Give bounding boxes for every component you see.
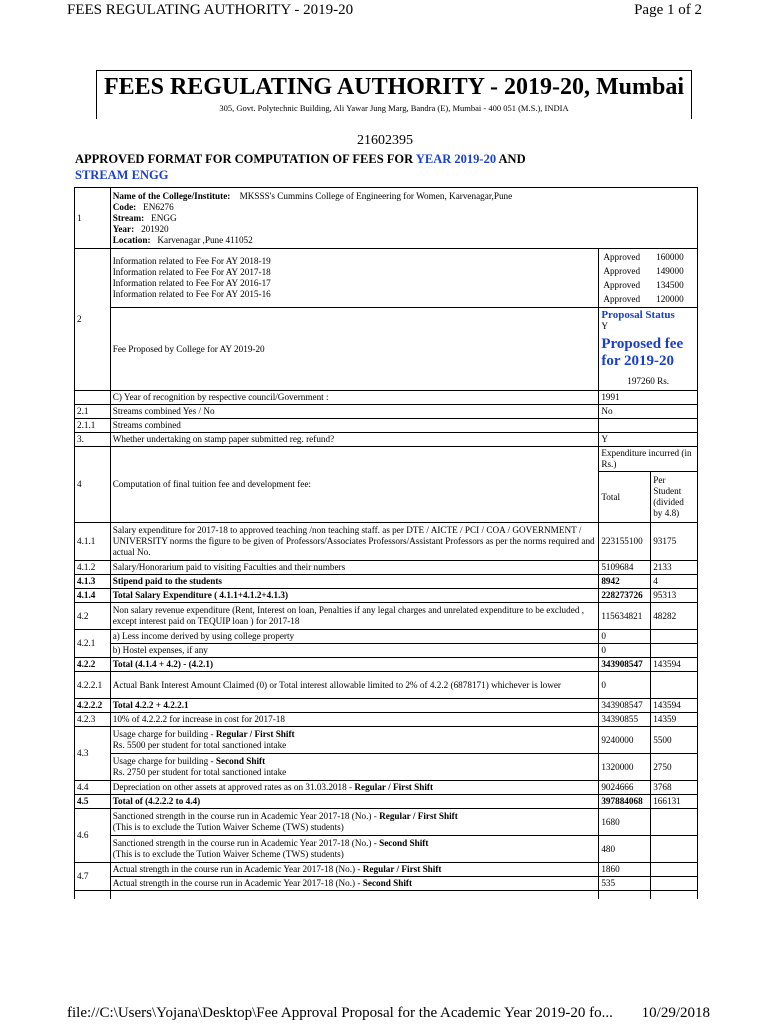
sanctioned-first — [110, 809, 599, 836]
table-row — [75, 809, 698, 836]
row-per-student: 2750 — [651, 754, 698, 781]
recognition-value: 1991 — [599, 391, 698, 405]
row-number: 4.2.2.1 — [75, 672, 111, 699]
row-total: 1320000 — [599, 754, 651, 781]
table-row — [75, 672, 698, 699]
table-row — [75, 405, 698, 419]
sanctioned-second-shift: Second Shift — [379, 838, 429, 848]
fee-history-label: Information related to Fee For AY 2016-17 — [112, 278, 271, 288]
heading-prefix: APPROVED FORMAT FOR COMPUTATION OF FEES FOR — [75, 152, 416, 166]
row-total: 343908547 — [599, 699, 651, 713]
row-number: 4.2.3 — [75, 713, 111, 727]
row-number: 4.7 — [75, 863, 111, 891]
stream-value: ENGG — [151, 212, 177, 223]
proposal-status-label: Proposal Status — [601, 309, 675, 321]
usage-first-rate: Rs. 5500 per student for total sanctioned intake — [112, 740, 287, 750]
row-label: Salary/Honorarium paid to visiting Faculties and their numbers — [110, 561, 599, 575]
expenditure-header: Expenditure incurred (in Rs.) — [599, 447, 698, 472]
file-path: file://C:\Users\Yojana\Desktop\Fee Approval Proposal for the Academic Year 2019-20 fo... — [67, 1005, 613, 1021]
table-row — [75, 630, 698, 644]
row-total: 5109684 — [599, 561, 651, 575]
row-number: 4.5 — [75, 795, 111, 809]
row-label: Non salary revenue expenditure (Rent, Interest on loan, Penalties if any legal charges and unrelated expenditure to be excluded , except interest paid on TEQUIP loan ) for 2017-18 — [110, 603, 599, 630]
recognition-label: C) Year of recognition by respective council/Government : — [110, 391, 599, 405]
row-number: 3. — [75, 433, 111, 447]
table-row — [75, 391, 698, 405]
row-total: 8942 — [599, 575, 651, 589]
approved-status: Approved — [603, 252, 641, 262]
row-number: 4.2.1 — [75, 630, 111, 658]
actual-first — [110, 863, 599, 877]
row-per-student: 14359 — [651, 713, 698, 727]
row-total: 397884068 — [599, 795, 651, 809]
document-number: 21602395 — [357, 133, 413, 148]
row-total: 9024666 — [599, 781, 651, 795]
address: 305, Govt. Polytechnic Building, Ali Yawar Jung Marg, Bandra (E), Mumbai - 400 051 (M.S.), INDIA — [219, 103, 569, 113]
row-per-student: 4 — [651, 575, 698, 589]
title-box — [96, 70, 692, 119]
sanctioned-first-note: (This is to exclude the Tution Waiver Scheme (TWS) students) — [112, 822, 344, 832]
depreciation-label — [110, 781, 599, 795]
row-label: Total 4.2.2 + 4.2.2.1 — [110, 699, 599, 713]
table-row — [75, 575, 698, 589]
actual-second-prefix: Actual strength in the course run in Academic Year 2017-18 (No.) - — [112, 878, 363, 888]
table-row — [75, 308, 698, 391]
stream-label: Stream: — [112, 212, 145, 223]
table-row — [75, 419, 698, 433]
sanctioned-second-prefix: Sanctioned strength in the course run in Academic Year 2017-18 (No.) - — [112, 838, 380, 848]
row-total: 0 — [599, 630, 651, 644]
row-number: 2 — [75, 249, 111, 391]
format-heading — [75, 151, 697, 183]
fee-history-values — [599, 249, 698, 308]
proposal-status-value: Y — [601, 321, 608, 331]
fee-history-label: Information related to Fee For AY 2018-19 — [112, 256, 271, 266]
row-label: Total of (4.2.2.2 to 4.4) — [110, 795, 599, 809]
row-value: Y — [599, 433, 698, 447]
sanctioned-first-shift: Regular / First Shift — [379, 811, 458, 821]
actual-first-prefix: Actual strength in the course run in Academic Year 2017-18 (No.) - — [112, 864, 363, 874]
row-total: 343908547 — [599, 658, 651, 672]
row-label: Streams combined — [110, 419, 599, 433]
total-header: Total — [599, 472, 651, 523]
usage-second-rate: Rs. 2750 per student for total sanctioned intake — [112, 767, 287, 777]
row-number: 4.6 — [75, 809, 111, 863]
table-row — [75, 836, 698, 863]
table-row — [75, 877, 698, 891]
proposal-cell — [599, 308, 698, 391]
row-number: 4.2.2 — [75, 658, 111, 672]
row-label: Streams combined Yes / No — [110, 405, 599, 419]
sanctioned-second-note: (This is to exclude the Tution Waiver Scheme (TWS) students) — [112, 849, 344, 859]
table-row — [75, 447, 698, 472]
row-number: 4.2.2.2 — [75, 699, 111, 713]
row-per-student: 5500 — [651, 727, 698, 754]
row-total: 34390855 — [599, 713, 651, 727]
table-row — [75, 658, 698, 672]
proposed-fee-value: 197260 Rs. — [627, 376, 670, 386]
row-total: 1860 — [599, 863, 651, 877]
usage-second — [110, 754, 599, 781]
approved-status: Approved — [603, 266, 641, 276]
row-number: 4.1.2 — [75, 561, 111, 575]
fee-computation-table — [74, 187, 698, 899]
table-row — [75, 603, 698, 630]
row-label: b) Hostel expenses, if any — [110, 644, 599, 658]
approved-amount: 120000 — [656, 294, 684, 304]
row-total: 480 — [599, 836, 651, 863]
row-total: 228273726 — [599, 589, 651, 603]
approved-status: Approved — [603, 280, 641, 290]
row-per-student: 95313 — [651, 589, 698, 603]
row-total: 1680 — [599, 809, 651, 836]
usage-first-shift: Regular / First Shift — [215, 729, 295, 739]
row-label: Total (4.1.4 + 4.2) - (4.2.1) — [110, 658, 599, 672]
proposed-fee-heading: Proposed fee for 2019-20 — [601, 336, 684, 369]
table-row — [75, 249, 698, 308]
heading-year: YEAR 2019-20 — [415, 152, 497, 166]
usage-second-prefix: Usage charge for building - — [112, 756, 216, 766]
college-name-value: MKSSS's Cummins College of Engineering for Women, Karvenagar,Pune — [239, 190, 513, 201]
table-row — [75, 713, 698, 727]
row-number: 4.1.3 — [75, 575, 111, 589]
heading-suffix: AND — [496, 152, 526, 166]
computation-label: Computation of final tuition fee and development fee: — [110, 447, 599, 523]
actual-second-shift: Second Shift — [362, 878, 413, 888]
table-row — [75, 795, 698, 809]
proposed-fee-label: Fee Proposed by College for AY 2019-20 — [110, 308, 599, 391]
table-row — [75, 589, 698, 603]
row-label: Total Salary Expenditure ( 4.1.1+4.1.2+4.1.3) — [110, 589, 599, 603]
row-per-student — [651, 672, 698, 699]
table-row — [75, 699, 698, 713]
sanctioned-first-prefix: Sanctioned strength in the course run in Academic Year 2017-18 (No.) - — [112, 811, 380, 821]
year-value: 201920 — [141, 223, 169, 234]
actual-second — [110, 877, 599, 891]
table-row — [75, 433, 698, 447]
depreciation-shift: Regular / First Shift — [354, 782, 434, 792]
table-row — [75, 188, 698, 249]
page-number: Page 1 of 2 — [634, 2, 702, 18]
row-number: 4.2 — [75, 603, 111, 630]
year-label: Year: — [112, 223, 135, 234]
college-name-label: Name of the College/Institute: — [112, 190, 231, 201]
per-student-header: Per Student (divided by 4.8) — [651, 472, 698, 523]
table-row — [75, 754, 698, 781]
row-total: 0 — [599, 644, 651, 658]
row-number: 4.3 — [75, 727, 111, 781]
row-total: 535 — [599, 877, 651, 891]
table-row — [75, 561, 698, 575]
college-info — [110, 188, 697, 249]
row-number: 4 — [75, 447, 111, 523]
approved-amount: 160000 — [656, 252, 684, 262]
approved-status: Approved — [603, 294, 641, 304]
fee-history-label: Information related to Fee For AY 2017-18 — [112, 267, 271, 277]
fee-history-label: Information related to Fee For AY 2015-16 — [112, 289, 271, 299]
heading-stream: STREAM ENGG — [75, 168, 169, 182]
row-value — [599, 419, 698, 433]
row-label: Actual Bank Interest Amount Claimed (0) or Total interest allowable limited to 2% of 4.2.2 (6878171) whichever is lower — [110, 672, 599, 699]
approved-amount: 134500 — [656, 280, 684, 290]
table-row — [75, 644, 698, 658]
main-title: FEES REGULATING AUTHORITY - 2019-20, Mumbai — [103, 74, 685, 100]
row-number: 4.1.1 — [75, 523, 111, 561]
approved-amount: 149000 — [656, 266, 684, 276]
page-header-title: FEES REGULATING AUTHORITY - 2019-20 — [67, 2, 354, 18]
row-number: 2.1.1 — [75, 419, 111, 433]
row-total: 115634821 — [599, 603, 651, 630]
row-number: 2.1 — [75, 405, 111, 419]
row-per-student: 166131 — [651, 795, 698, 809]
row-total: 9240000 — [599, 727, 651, 754]
table-row — [75, 523, 698, 561]
row-label: a) Less income derived by using college property — [110, 630, 599, 644]
row-number: 1 — [75, 188, 111, 249]
sanctioned-second — [110, 836, 599, 863]
fee-history-labels — [110, 249, 599, 308]
row-total: 0 — [599, 672, 651, 699]
table-row — [75, 863, 698, 877]
row-per-student: 2133 — [651, 561, 698, 575]
table-row — [75, 891, 698, 900]
table-row — [75, 781, 698, 795]
actual-first-shift: Regular / First Shift — [362, 864, 442, 874]
usage-first — [110, 727, 599, 754]
location-label: Location: — [112, 234, 151, 245]
usage-first-prefix: Usage charge for building - — [112, 729, 216, 739]
row-label: 10% of 4.2.2.2 for increase in cost for 2017-18 — [110, 713, 599, 727]
row-per-student: 48282 — [651, 603, 698, 630]
print-date: 10/29/2018 — [641, 1005, 710, 1021]
row-per-student: 3768 — [651, 781, 698, 795]
row-label: Salary expenditure for 2017-18 to approved teaching /non teaching staff. as per DTE / AICTE / PCI / COA / GOVERNMENT / UNIVERSITY norms the figure to be given of Professors/Associates Professors/Assistant Professors as per the norms required and actual No. — [110, 523, 599, 561]
row-per-student: 143594 — [651, 699, 698, 713]
approved-grid — [601, 250, 695, 306]
table-row — [75, 727, 698, 754]
code-value: EN6276 — [143, 201, 174, 212]
row-value: No — [599, 405, 698, 419]
row-total: 223155100 — [599, 523, 651, 561]
row-per-student: 143594 — [651, 658, 698, 672]
row-per-student: 93175 — [651, 523, 698, 561]
location-value: Karvenagar ,Pune 411052 — [157, 234, 253, 245]
row-number: 4.1.4 — [75, 589, 111, 603]
row-number: 4.4 — [75, 781, 111, 795]
depreciation-prefix: Depreciation on other assets at approved rates as on 31.03.2018 - — [112, 782, 355, 792]
usage-second-shift: Second Shift — [215, 756, 266, 766]
row-label: Stipend paid to the students — [110, 575, 599, 589]
code-label: Code: — [112, 201, 137, 212]
row-label: Whether undertaking on stamp paper submitted reg. refund? — [110, 433, 599, 447]
